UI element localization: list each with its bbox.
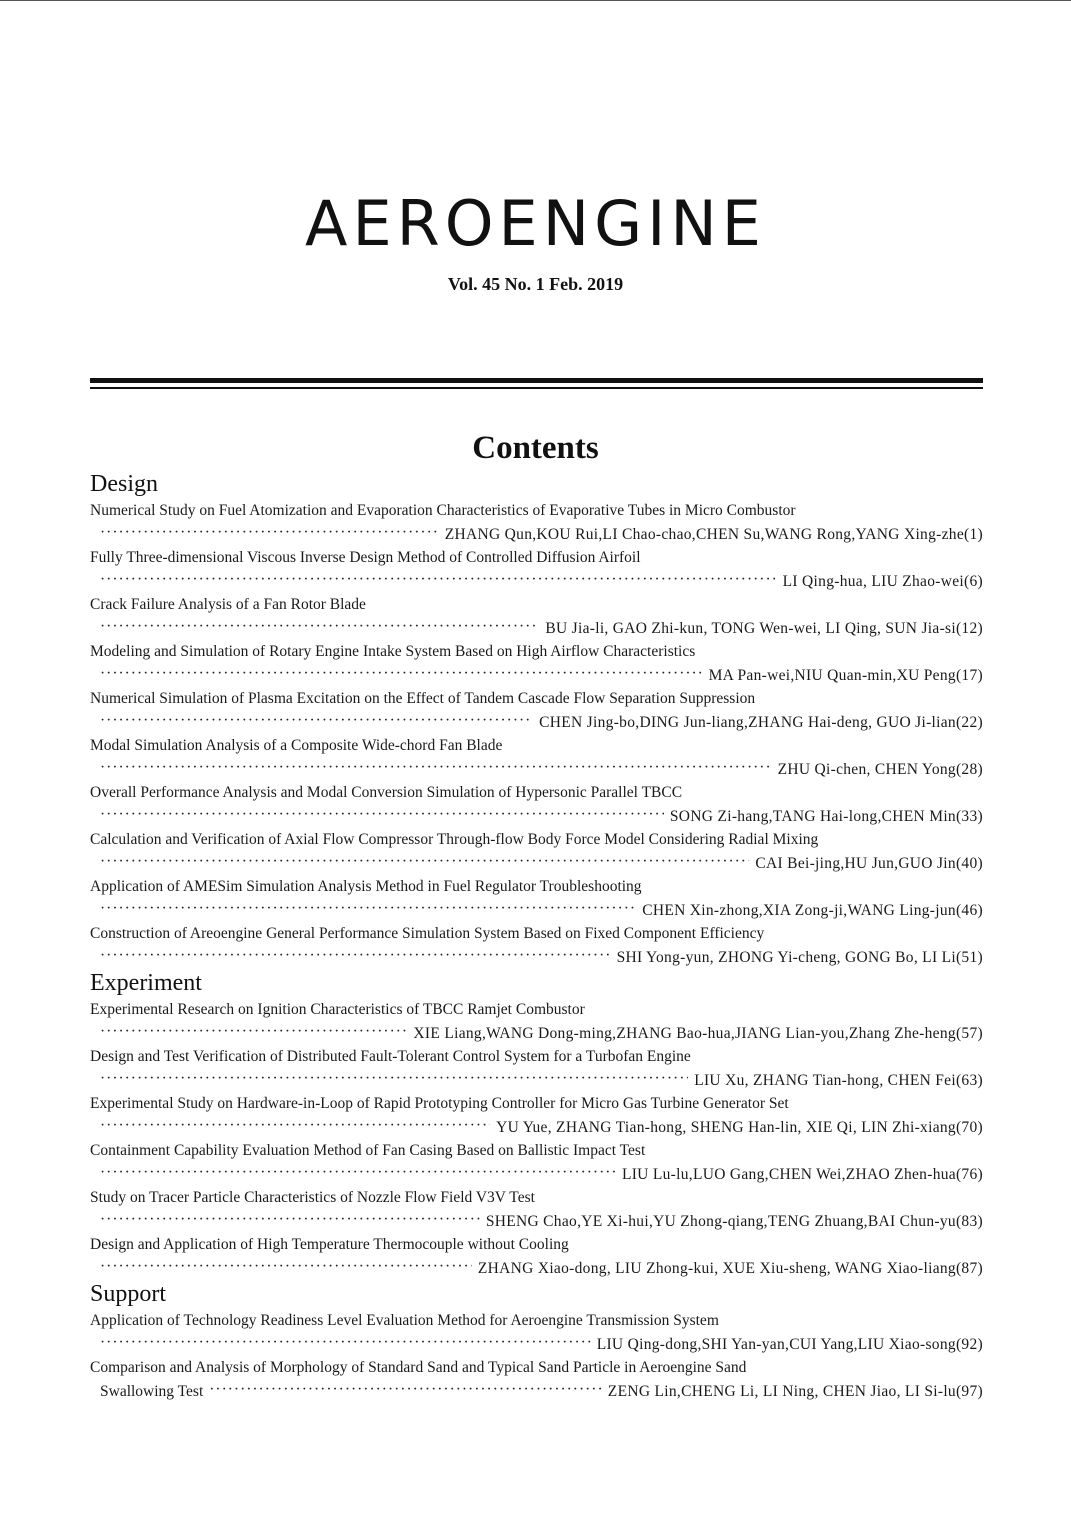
toc-entry[interactable] bbox=[90, 1045, 983, 1092]
dot-leader bbox=[100, 756, 772, 780]
dot-leader bbox=[100, 521, 439, 545]
article-title: Design and Application of High Temperature Thermocouple without Cooling bbox=[90, 1236, 569, 1253]
article-title: Comparison and Analysis of Morphology of Standard Sand and Typical Sand Particle in Aeroengine Sand bbox=[90, 1359, 747, 1376]
article-title: Application of AMESim Simulation Analysis Method in Fuel Regulator Troubleshooting bbox=[90, 878, 642, 895]
dot-leader bbox=[100, 1020, 407, 1044]
toc-entry[interactable] bbox=[90, 1309, 983, 1356]
author-line bbox=[90, 711, 983, 735]
author-line bbox=[90, 899, 983, 923]
section-heading-support: Support bbox=[90, 1281, 167, 1307]
author-line bbox=[90, 1163, 983, 1187]
toc-entry[interactable] bbox=[90, 1233, 983, 1280]
author-line bbox=[90, 617, 983, 641]
author-line bbox=[90, 1210, 983, 1234]
issue-info: Vol. 45 No. 1 Feb. 2019 bbox=[447, 274, 624, 294]
article-authors-page: LIU Lu-lu,LUO Gang,CHEN Wei,ZHAO Zhen-hua(76) bbox=[621, 1165, 983, 1183]
toc-entry[interactable] bbox=[90, 687, 983, 734]
toc-entry[interactable] bbox=[90, 1356, 983, 1403]
dot-leader bbox=[100, 662, 703, 686]
author-line bbox=[90, 1333, 983, 1357]
table-of-contents bbox=[90, 470, 983, 1403]
article-title: Experimental Study on Hardware-in-Loop of Rapid Prototyping Controller for Micro Gas Turbine Generator Set bbox=[90, 1095, 789, 1112]
dot-leader bbox=[100, 1067, 688, 1091]
divider-thick bbox=[90, 378, 983, 383]
article-title: Modeling and Simulation of Rotary Engine Intake System Based on High Airflow Characteristics bbox=[90, 643, 696, 660]
dot-leader bbox=[100, 1114, 490, 1138]
toc-entry[interactable] bbox=[90, 875, 983, 922]
article-authors-page: CHEN Jing-bo,DING Jun-liang,ZHANG Hai-deng, GUO Ji-lian(22) bbox=[539, 713, 983, 731]
toc-entry[interactable] bbox=[90, 922, 983, 969]
top-border-line bbox=[0, 0, 1071, 1]
toc-entry[interactable] bbox=[90, 781, 983, 828]
toc-entry[interactable] bbox=[90, 828, 983, 875]
divider-thin bbox=[90, 387, 983, 389]
article-title: Construction of Areoengine General Performance Simulation System Based on Fixed Component Efficiency bbox=[90, 925, 765, 942]
toc-entry[interactable] bbox=[90, 1092, 983, 1139]
article-authors-page: LIU Qing-dong,SHI Yan-yan,CUI Yang,LIU Xiao-song(92) bbox=[596, 1335, 983, 1353]
article-authors-page: MA Pan-wei,NIU Quan-min,XU Peng(17) bbox=[708, 666, 983, 684]
author-line bbox=[90, 1022, 983, 1046]
article-title-continuation: Swallowing Test bbox=[100, 1382, 204, 1400]
article-authors-page: YU Yue, ZHANG Tian-hong, SHENG Han-lin, XIE Qi, LIN Zhi-xiang(70) bbox=[496, 1118, 983, 1136]
article-title: Numerical Simulation of Plasma Excitation on the Effect of Tandem Cascade Flow Separation Suppression bbox=[90, 690, 756, 707]
dot-leader bbox=[100, 803, 664, 827]
author-line bbox=[90, 570, 983, 594]
toc-entry[interactable] bbox=[90, 499, 983, 546]
article-title: Application of Technology Readiness Level Evaluation Method for Aeroengine Transmission System bbox=[90, 1312, 719, 1329]
toc-entry[interactable] bbox=[90, 593, 983, 640]
article-title: Containment Capability Evaluation Method of Fan Casing Based on Ballistic Impact Test bbox=[90, 1142, 646, 1159]
dot-leader bbox=[100, 1161, 616, 1185]
section-heading-design: Design bbox=[90, 471, 158, 497]
article-title: Overall Performance Analysis and Modal Conversion Simulation of Hypersonic Parallel TBCC bbox=[90, 784, 683, 801]
toc-entry[interactable] bbox=[90, 1139, 983, 1186]
toc-entry[interactable] bbox=[90, 546, 983, 593]
article-authors-page: LI Qing-hua, LIU Zhao-wei(6) bbox=[782, 572, 983, 590]
article-title: Crack Failure Analysis of a Fan Rotor Blade bbox=[90, 596, 366, 613]
article-authors-page: SHENG Chao,YE Xi-hui,YU Zhong-qiang,TENG Zhuang,BAI Chun-yu(83) bbox=[485, 1212, 983, 1230]
contents-heading: Contents bbox=[472, 430, 599, 466]
article-authors-page: ZENG Lin,CHENG Li, LI Ning, CHEN Jiao, LI Si-lu(97) bbox=[607, 1382, 983, 1400]
author-line bbox=[90, 664, 983, 688]
author-line bbox=[90, 805, 983, 829]
dot-leader bbox=[100, 897, 636, 921]
article-authors-page: CHEN Xin-zhong,XIA Zong-ji,WANG Ling-jun(46) bbox=[642, 901, 983, 919]
toc-entry[interactable] bbox=[90, 734, 983, 781]
section-heading-experiment: Experiment bbox=[90, 970, 202, 996]
dot-leader bbox=[100, 568, 777, 592]
author-line bbox=[90, 758, 983, 782]
author-line bbox=[90, 1380, 983, 1404]
article-title: Design and Test Verification of Distributed Fault-Tolerant Control System for a Turbofan Engine bbox=[90, 1048, 691, 1065]
dot-leader bbox=[100, 709, 533, 733]
dot-leader bbox=[100, 1255, 472, 1279]
journal-masthead: AEROENGINE bbox=[305, 187, 766, 260]
toc-entry[interactable] bbox=[90, 998, 983, 1045]
toc-entry[interactable] bbox=[90, 640, 983, 687]
dot-leader bbox=[209, 1378, 602, 1402]
dot-leader bbox=[100, 944, 611, 968]
article-authors-page: BU Jia-li, GAO Zhi-kun, TONG Wen-wei, LI Qing, SUN Jia-si(12) bbox=[545, 619, 983, 637]
article-title: Calculation and Verification of Axial Flow Compressor Through-flow Body Force Model Considering Radial Mixing bbox=[90, 831, 819, 848]
article-title: Study on Tracer Particle Characteristics of Nozzle Flow Field V3V Test bbox=[90, 1189, 535, 1206]
author-line bbox=[90, 852, 983, 876]
article-authors-page: SHI Yong-yun, ZHONG Yi-cheng, GONG Bo, LI Li(51) bbox=[616, 948, 983, 966]
dot-leader bbox=[100, 850, 749, 874]
article-authors-page: ZHANG Xiao-dong, LIU Zhong-kui, XUE Xiu-sheng, WANG Xiao-liang(87) bbox=[477, 1259, 983, 1277]
dot-leader bbox=[100, 1208, 480, 1232]
article-authors-page: ZHANG Qun,KOU Rui,LI Chao-chao,CHEN Su,WANG Rong,YANG Xing-zhe(1) bbox=[444, 525, 983, 543]
article-title: Modal Simulation Analysis of a Composite Wide-chord Fan Blade bbox=[90, 737, 503, 754]
article-title: Numerical Study on Fuel Atomization and Evaporation Characteristics of Evaporative Tubes in Micro Combustor bbox=[90, 502, 796, 519]
author-line bbox=[90, 1069, 983, 1093]
article-authors-page: XIE Liang,WANG Dong-ming,ZHANG Bao-hua,JIANG Lian-you,Zhang Zhe-heng(57) bbox=[413, 1024, 983, 1042]
author-line bbox=[90, 946, 983, 970]
article-authors-page: SONG Zi-hang,TANG Hai-long,CHEN Min(33) bbox=[669, 807, 983, 825]
author-line bbox=[90, 1116, 983, 1140]
article-title: Fully Three-dimensional Viscous Inverse Design Method of Controlled Diffusion Airfoil bbox=[90, 549, 641, 566]
dot-leader bbox=[100, 1331, 591, 1355]
toc-entry[interactable] bbox=[90, 1186, 983, 1233]
dot-leader bbox=[100, 615, 539, 639]
author-line bbox=[90, 1257, 983, 1281]
article-authors-page: ZHU Qi-chen, CHEN Yong(28) bbox=[777, 760, 983, 778]
article-authors-page: CAI Bei-jing,HU Jun,GUO Jin(40) bbox=[755, 854, 983, 872]
author-line bbox=[90, 523, 983, 547]
article-authors-page: LIU Xu, ZHANG Tian-hong, CHEN Fei(63) bbox=[694, 1071, 983, 1089]
article-title: Experimental Research on Ignition Characteristics of TBCC Ramjet Combustor bbox=[90, 1001, 585, 1018]
